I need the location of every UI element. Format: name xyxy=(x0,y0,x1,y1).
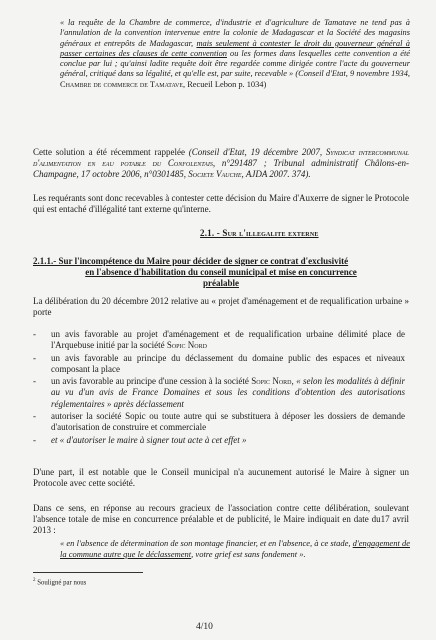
list-item xyxy=(33,329,405,352)
block-quote-conseil-etat-1934 xyxy=(60,18,410,90)
paragraph-deliberation: La délibération du 20 décembre 2012 relative au « projet d'aménagement et de requalification urbaine » porte xyxy=(33,296,409,318)
heading-line-3: préalable xyxy=(203,278,239,288)
list-item xyxy=(33,435,405,446)
quote-text-2: ou les formes dans lesquelles cette convention a été conclue par lui ; qu'ainsi ladite requête doit être regardée comme dirigée contre l'acte du gouverneur général, critiqué dans sa légalité, et qu'elle est, par suite, recevable » xyxy=(60,48,411,79)
para1-citation-end: , AJDA 2007. 374). xyxy=(241,169,311,180)
paragraph-solution-rappelee xyxy=(33,147,409,181)
page-number: 4/10 xyxy=(196,622,213,632)
paragraph-dans-ce-sens: Dans ce sens, en réponse au recours gracieux de l'association contre cette délibération, soulevant l'absence totale de mise en concurrence préalable et de publicité, le Maire indiquait en date du17 avril 2013 : xyxy=(33,503,409,536)
list-item-text: un avis favorable au principe d'une cession à la société xyxy=(51,376,252,387)
list-item-company: Sopic Nord xyxy=(166,340,207,351)
list-dash: - xyxy=(33,434,36,445)
quote-text-1: « la requête de la Chambre de commerce, d'industrie et d'agriculture de Tamatave ne tend pas à l'annulation de la convention intervenue entre la colonie de Madagascar et la Société des magasins généraux et entrepôts de Madagascar, xyxy=(60,18,410,48)
list-item-text: un avis favorable au principe du déclassement du domaine public des espaces et niveaux composant la place xyxy=(51,352,405,374)
list-item xyxy=(33,353,405,376)
quote2-text: « en l'absence de détermination de son montage financier, et en l'absence, à ce stade, xyxy=(60,538,353,548)
paragraph-requerants-recevables: Les requérants sont donc recevables à contester cette décision du Maire d'Auxerre de signer le Protocole qui est entaché d'illégalité tant externe qu'interne. xyxy=(33,193,409,215)
footnote-text: Souligné par nous xyxy=(37,579,87,587)
para1-text: Cette solution a été récemment rappelée xyxy=(33,147,189,157)
quote-citation: (Conseil d'Etat, 9 novembre 1934, xyxy=(295,69,411,79)
list-item-company: Sopic Nord xyxy=(251,376,292,387)
list-dash: - xyxy=(33,352,36,363)
paragraph-dune-part: D'une part, il est notable que le Conseil municipal n'a aucunement autorisé le Maire à signer un Protocole avec cette société. xyxy=(33,467,409,489)
footnote xyxy=(33,578,86,586)
para1-citation-2: , n°291487 ; Tribunal administratif Châlons-en-Champagne, 17 octobre 2006, n°0301485, xyxy=(33,158,409,180)
heading-line-2: en l'absence d'habilitation du conseil municipal et mise en concurrence xyxy=(85,267,357,277)
quote-citation-party: Chambre de commerce de Tamatave xyxy=(60,79,184,89)
list-item xyxy=(33,411,405,434)
heading-line-1: 2.1.1.- Sur l'incompétence du Maire pour décider de signer ce contrat d'exclusivité xyxy=(33,256,349,266)
para1-party: Syndicat intercommunal d'alimentation en eau potable du Confolentais xyxy=(33,147,409,169)
list-item xyxy=(33,376,405,410)
quote-citation-end: , Recueil Lebon p. 1034) xyxy=(183,79,267,89)
list-dash: - xyxy=(33,376,36,387)
list-dash: - xyxy=(33,329,36,339)
para1-party-2: Societe Vauche xyxy=(188,169,242,180)
section-heading-2-1-1 xyxy=(33,256,409,289)
quote-maire-response xyxy=(60,538,410,559)
footnote-number: 2 xyxy=(33,578,36,583)
section-heading-2-1: 2.1. - Sur l'illegalite externe xyxy=(200,228,319,238)
para1-citation: (Conseil d'Etat, 19 décembre 2007, xyxy=(188,147,326,157)
list-item-tail: , « selon les modalités à définir au vu d'un avis de France Domaines et sous les conditions d'obtention des autorisations réglementaires » après déclassement xyxy=(51,376,406,409)
quote-underlined-text: mais seulement à contester le droit du gouverneur général à passer certaines des clauses de cette convention xyxy=(60,38,410,58)
quote2-end: , votre grief est sans fondement ». xyxy=(191,548,306,559)
deliberation-list xyxy=(33,329,405,447)
quote2-underlined: d'engagement de la commune autre que le déclassement xyxy=(60,538,410,559)
footnote-divider xyxy=(33,572,143,573)
list-item-text: autoriser la société Sopic ou toute autre qui se substituera à déposer les dossiers de demande d'autorisation de construire et commerciale xyxy=(51,411,405,433)
list-item-text: et « d'autoriser le maire à signer tout acte à cet effet » xyxy=(51,434,247,445)
list-dash: - xyxy=(33,411,36,422)
list-item-text: un avis favorable au projet d'aménagement et de requalification urbaine délimité place de l'Arquebuse initié par la société xyxy=(51,329,405,351)
